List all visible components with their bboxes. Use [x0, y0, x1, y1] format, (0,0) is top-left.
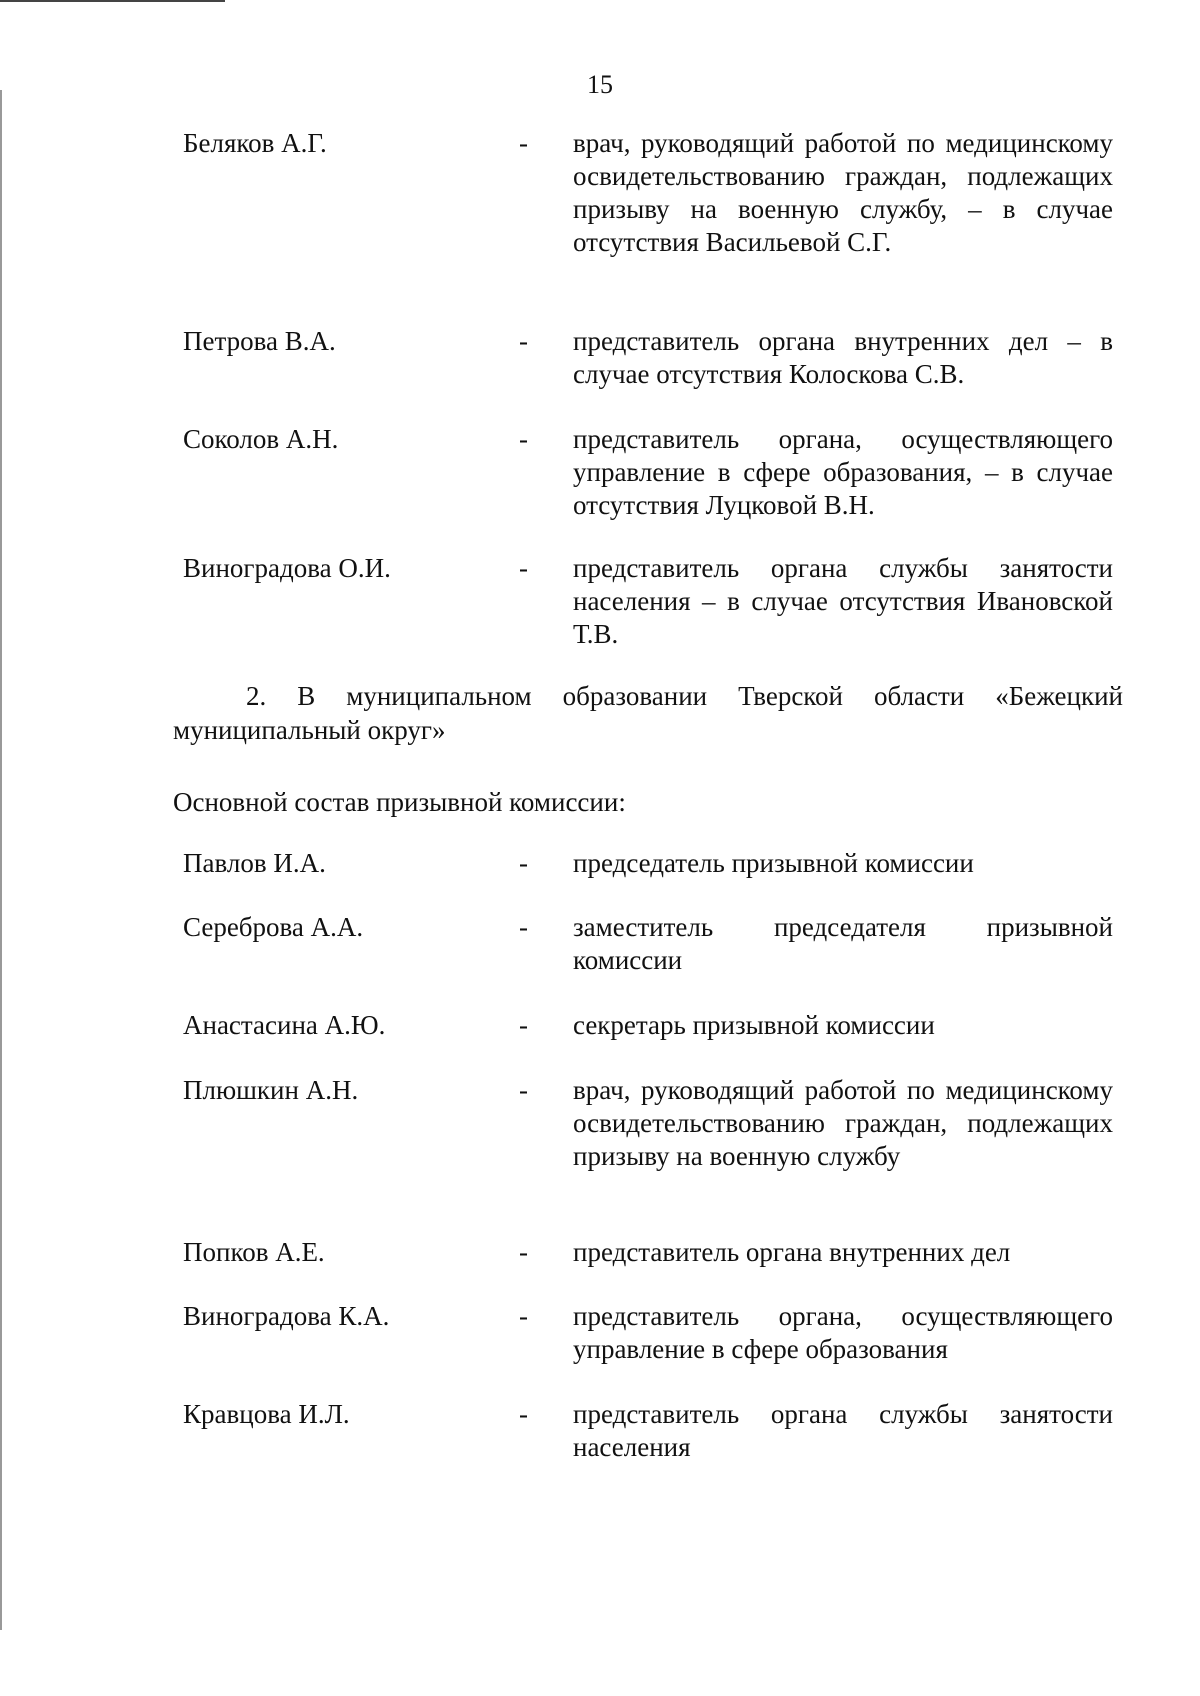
member-name: Виноградова О.И.: [183, 553, 391, 583]
member-name: Павлов И.А.: [183, 848, 326, 878]
page-number: 15: [587, 70, 613, 99]
member-name: Соколов А.Н.: [183, 424, 339, 454]
member-name: Беляков А.Г.: [183, 128, 327, 158]
member-name: Сереброва А.А.: [183, 912, 364, 942]
member-name: Петрова В.А.: [183, 326, 336, 356]
member-role: врач, руководящий работой по медицинскому освидетельствованию граждан, подлежащих призыву на военную службу: [573, 1075, 1113, 1171]
member-dash: -: [519, 424, 528, 454]
member-dash: -: [519, 912, 528, 942]
member-dash: -: [519, 1399, 528, 1429]
member-role: представитель органа, осуществляющего управление в сфере образования: [573, 1301, 1113, 1364]
member-dash: -: [519, 1237, 528, 1267]
member-dash: -: [519, 553, 528, 583]
member-role: представитель органа, осуществляющего управление в сфере образования, – в случае отсутствия Луцковой В.Н.: [573, 424, 1113, 520]
member-role: представитель органа службы занятости населения: [573, 1399, 1113, 1462]
member-dash: -: [519, 128, 528, 158]
member-dash: -: [519, 326, 528, 356]
member-role: представитель органа службы занятости населения – в случае отсутствия Ивановской Т.В.: [573, 553, 1113, 649]
composition-heading: Основной состав призывной комиссии:: [173, 787, 626, 817]
member-dash: -: [519, 1075, 528, 1105]
member-dash: -: [519, 848, 528, 878]
member-name: Анастасина А.Ю.: [183, 1010, 386, 1040]
member-dash: -: [519, 1301, 528, 1331]
member-name: Кравцова И.Л.: [183, 1399, 350, 1429]
member-dash: -: [519, 1010, 528, 1040]
member-name: Плюшкин А.Н.: [183, 1075, 359, 1105]
section-paragraph-text: 2. В муниципальном образовании Тверской области «Бежецкий муниципальный округ»: [173, 681, 1123, 745]
member-name: Попков А.Е.: [183, 1237, 325, 1267]
member-role: врач, руководящий работой по медицинскому освидетельствованию граждан, подлежащих призыву на военную службу, – в случае отсутствия Васильевой С.Г.: [573, 128, 1113, 257]
scan-edge-mark: [0, 0, 225, 2]
section-paragraph: [173, 679, 1123, 747]
member-role: председатель призывной комиссии: [573, 848, 974, 878]
scan-edge-line: [0, 90, 2, 1630]
member-role: секретарь призывной комиссии: [573, 1010, 935, 1040]
member-role: заместитель председателя призывной комиссии: [573, 912, 1113, 975]
member-name: Виноградова К.А.: [183, 1301, 390, 1331]
member-role: представитель органа внутренних дел – в случае отсутствия Колоскова С.В.: [573, 326, 1113, 389]
member-role: представитель органа внутренних дел: [573, 1237, 1011, 1267]
